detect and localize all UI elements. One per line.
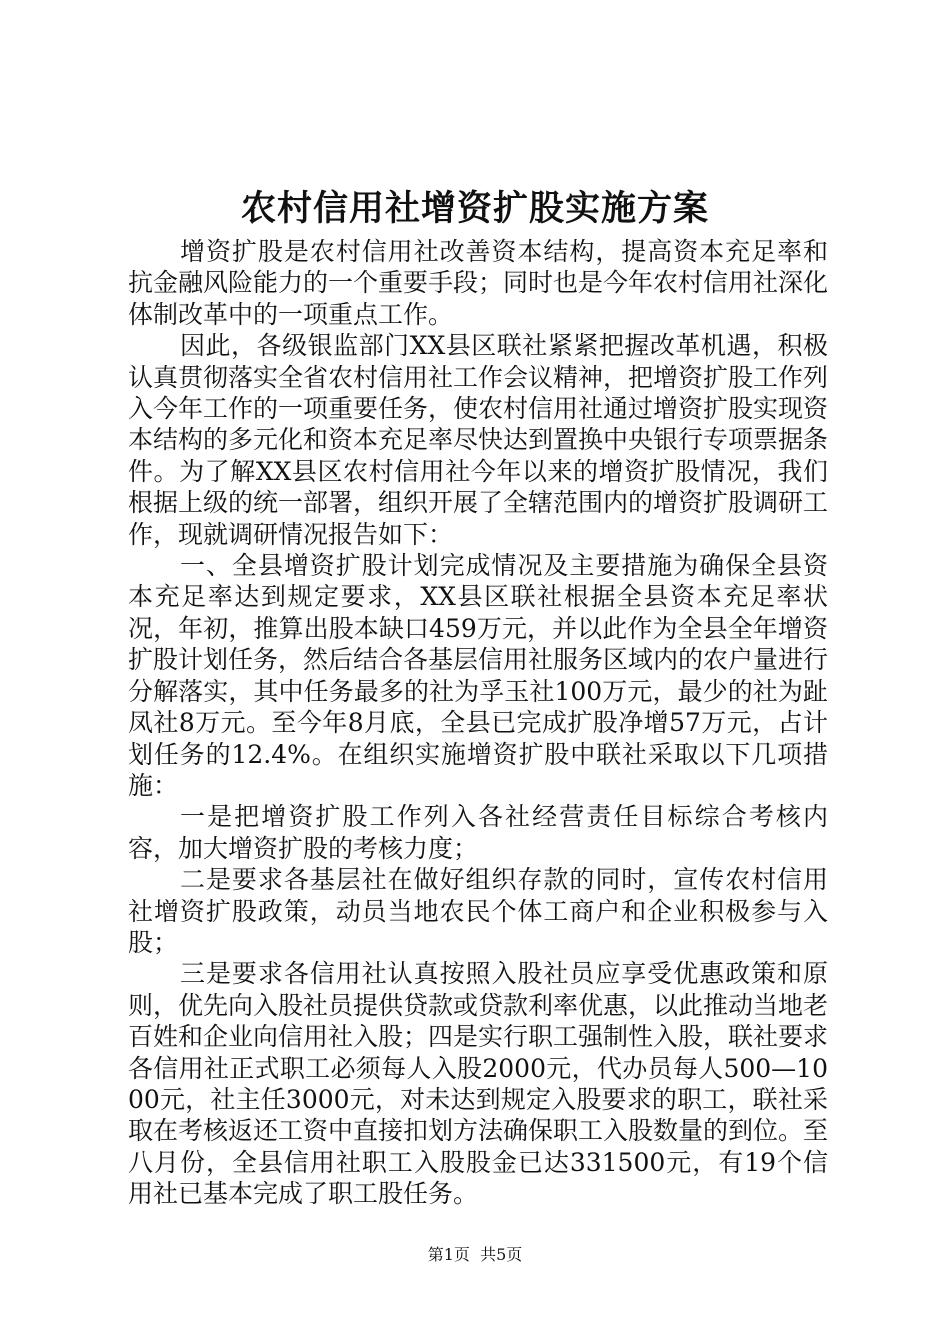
paragraph-intro: 增资扩股是农村信用社改善资本结构，提高资本充足率和抗金融风险能力的一个重要手段；同时也是今年农村信用社深化体制改革中的一项重点工作。: [128, 237, 829, 329]
paragraph-measure-one: 一是把增资扩股工作列入各社经营责任目标综合考核内容，加大增资扩股的考核力度；: [128, 802, 828, 863]
page-total: 共5页: [480, 1245, 523, 1264]
paragraph-measure-three: 三是要求各信用社认真按照入股社员应享受优惠政策和原则，优先向入股社员提供贷款或贷款利率优惠，以此推动当地老百姓和企业向信用社入股；四是实行职工强制性入股，联社要求各信用社正式职工必须每人入股2000元，代办员每人500—1000元，社主任3000元，对未达到规定入股要求的职工，联社采取在考核返还工资中直接扣划方法确保职工入股数量的到位。至八月份，全县信用社职工入股股金已达331500元，有19个信用社已基本完成了职工股任务。: [128, 959, 829, 1209]
document-title: 农村信用社增资扩股实施方案: [240, 188, 709, 229]
document-body: [128, 236, 828, 1210]
page-number: 第1页: [427, 1245, 470, 1264]
paragraph-measure-two: 二是要求各基层社在做好组织存款的同时，宣传农村信用社增资扩股政策，动员当地农民个体工商户和企业积极参与入股；: [128, 865, 828, 957]
page-footer: [0, 1245, 950, 1265]
paragraph-background: 因此，各级银监部门XX县区联社紧紧把握改革机遇，积极认真贯彻落实全省农村信用社工作会议精神，把增资扩股工作列入今年工作的一项重要任务，使农村信用社通过增资扩股实现资本结构的多元化和资本充足率尽快达到置换中央银行专项票据条件。为了解XX县区农村信用社今年以来的增资扩股情况，我们根据上级的统一部署，组织开展了全辖范围内的增资扩股调研工作，现就调研情况报告如下：: [128, 331, 829, 549]
paragraph-section-one: 一、全县增资扩股计划完成情况及主要措施为确保全县资本充足率达到规定要求，XX县区联社根据全县资本充足率状况，年初，推算出股本缺口459万元，并以此作为全县全年增资扩股计划任务，然后结合各基层信用社服务区域内的农户量进行分解落实，其中任务最多的社为孚玉社100万元，最少的社为趾凤社8万元。至今年8月底，全县已完成扩股净增57万元，占计划任务的12.4%。在组织实施增资扩股中联社采取以下几项措施：: [128, 551, 829, 800]
footer-spacer: [470, 1245, 480, 1264]
